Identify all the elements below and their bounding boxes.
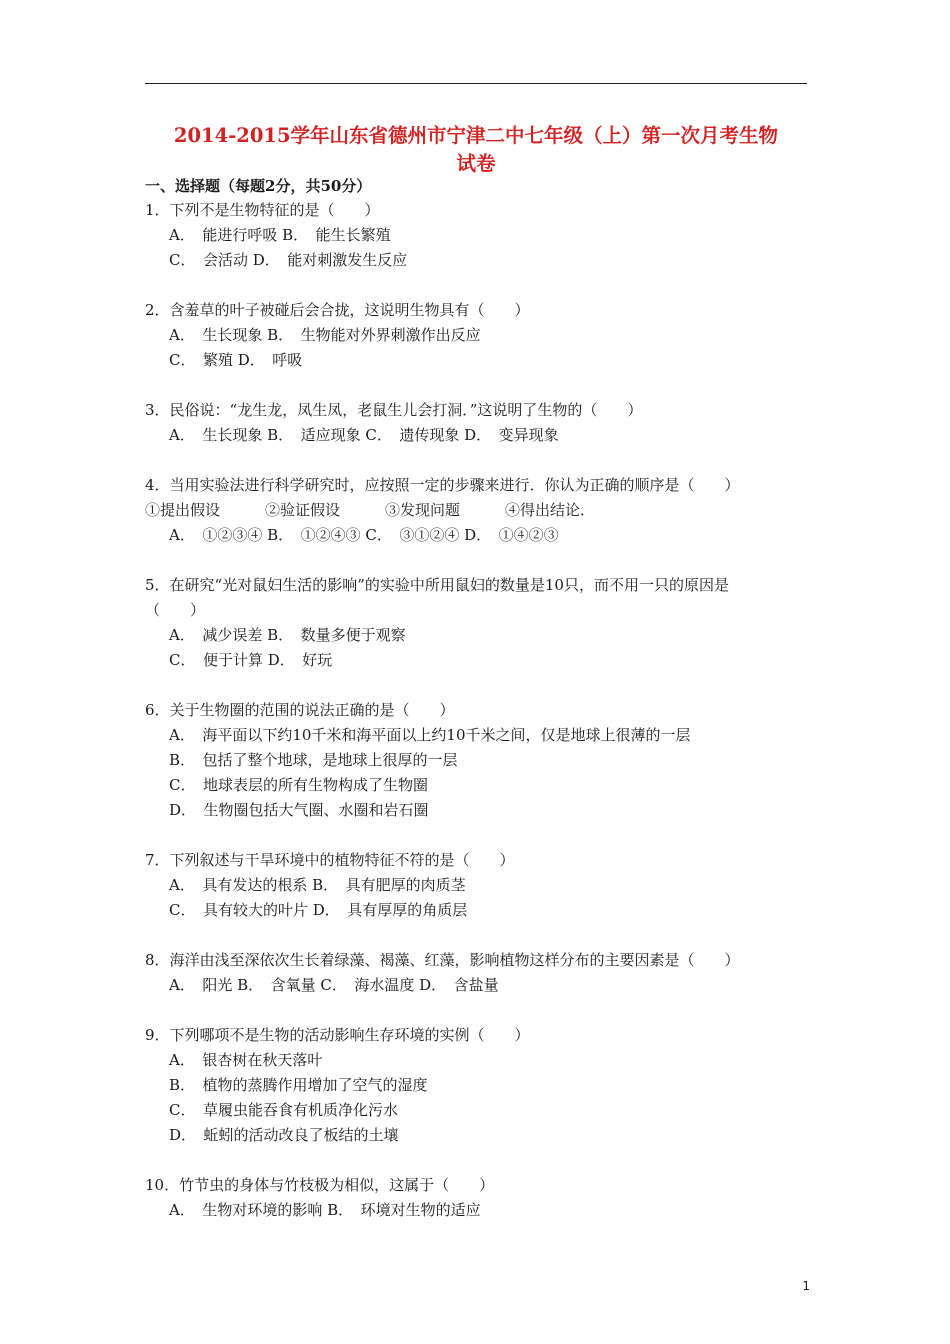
header-rule (145, 83, 807, 84)
question-stem: 5．在研究“光对鼠妇生活的影响”的实验中所用鼠妇的数量是10只，而不用一只的原因是 (145, 576, 729, 594)
title-line-2: 试卷 (456, 152, 496, 175)
question-3 (145, 398, 815, 448)
question-6 (145, 698, 815, 823)
question-2 (145, 298, 815, 373)
option-line: D． 蚯蚓的活动改良了板结的土壤 (169, 1126, 399, 1144)
option-line: A． 阳光 B． 含氧量 C． 海水温度 D． 含盐量 (169, 976, 499, 994)
question-5 (145, 573, 815, 673)
option-line: A． 海平面以下约10千米和海平面以上约10千米之间，仅是地球上很薄的一层 (169, 726, 691, 744)
title-line-1: 2014-2015学年山东省德州市宁津二中七年级（上）第一次月考生物 (173, 124, 779, 147)
question-10 (145, 1173, 815, 1223)
question-stem: 7．下列叙述与干旱环境中的植物特征不符的是（ ） (145, 851, 515, 869)
question-stem: 6．关于生物圈的范围的说法正确的是（ ） (145, 701, 455, 719)
question-9 (145, 1023, 815, 1148)
section-heading: 一、选择题（每题2分，共50分） (145, 177, 372, 195)
option-line: A． 生长现象 B． 适应现象 C． 遗传现象 D． 变异现象 (169, 426, 559, 444)
option-line: D． 生物圈包括大气圈、水圈和岩石圈 (169, 801, 429, 819)
option-line: C． 地球表层的所有生物构成了生物圈 (169, 776, 428, 794)
question-stem: 2．含羞草的叶子被碰后会合拢，这说明生物具有（ ） (145, 301, 530, 319)
question-stem: 3．民俗说：“龙生龙，凤生凤，老鼠生儿会打洞．”这说明了生物的（ ） (145, 401, 643, 419)
option-line: A． ①②③④ B． ①②④③ C． ③①②④ D． ①④②③ (169, 526, 559, 544)
option-line: C． 具有较大的叶片 D． 具有厚厚的角质层 (169, 901, 468, 919)
question-stem: 1．下列不是生物特征的是（ ） (145, 201, 380, 219)
option-line: B． 包括了整个地球，是地球上很厚的一层 (169, 751, 458, 769)
question-8 (145, 948, 815, 998)
question-steps: ①提出假设 ②验证假设 ③发现问题 ④得出结论． (145, 501, 596, 519)
question-stem-continued: （ ） (145, 601, 206, 619)
option-line: B． 植物的蒸腾作用增加了空气的湿度 (169, 1076, 428, 1094)
option-line: A． 生长现象 B． 生物能对外界刺激作出反应 (169, 326, 481, 344)
question-1 (145, 198, 815, 273)
option-line: A． 能进行呼吸 B． 能生长繁殖 (169, 226, 391, 244)
option-line: C． 会活动 D． 能对刺激发生反应 (169, 251, 408, 269)
page-number: 1 (802, 1279, 810, 1293)
question-7 (145, 848, 815, 923)
question-stem: 10．竹节虫的身体与竹枝极为相似，这属于（ ） (145, 1176, 495, 1194)
option-line: C． 便于计算 D． 好玩 (169, 651, 333, 669)
question-stem: 4．当用实验法进行科学研究时，应按照一定的步骤来进行．你认为正确的顺序是（ ） (145, 476, 740, 494)
option-line: A． 具有发达的根系 B． 具有肥厚的肉质茎 (169, 876, 466, 894)
question-list (145, 198, 815, 1248)
question-stem: 8．海洋由浅至深依次生长着绿藻、褐藻、红藻，影响植物这样分布的主要因素是（ ） (145, 951, 740, 969)
question-4 (145, 473, 815, 548)
option-line: C． 繁殖 D． 呼吸 (169, 351, 303, 369)
question-stem: 9．下列哪项不是生物的活动影响生存环境的实例（ ） (145, 1026, 530, 1044)
option-line: C． 草履虫能吞食有机质净化污水 (169, 1101, 398, 1119)
option-line: A． 生物对环境的影响 B． 环境对生物的适应 (169, 1201, 481, 1219)
option-line: A． 减少误差 B． 数量多便于观察 (169, 626, 406, 644)
document-title (140, 122, 812, 178)
option-line: A． 银杏树在秋天落叶 (169, 1051, 323, 1069)
